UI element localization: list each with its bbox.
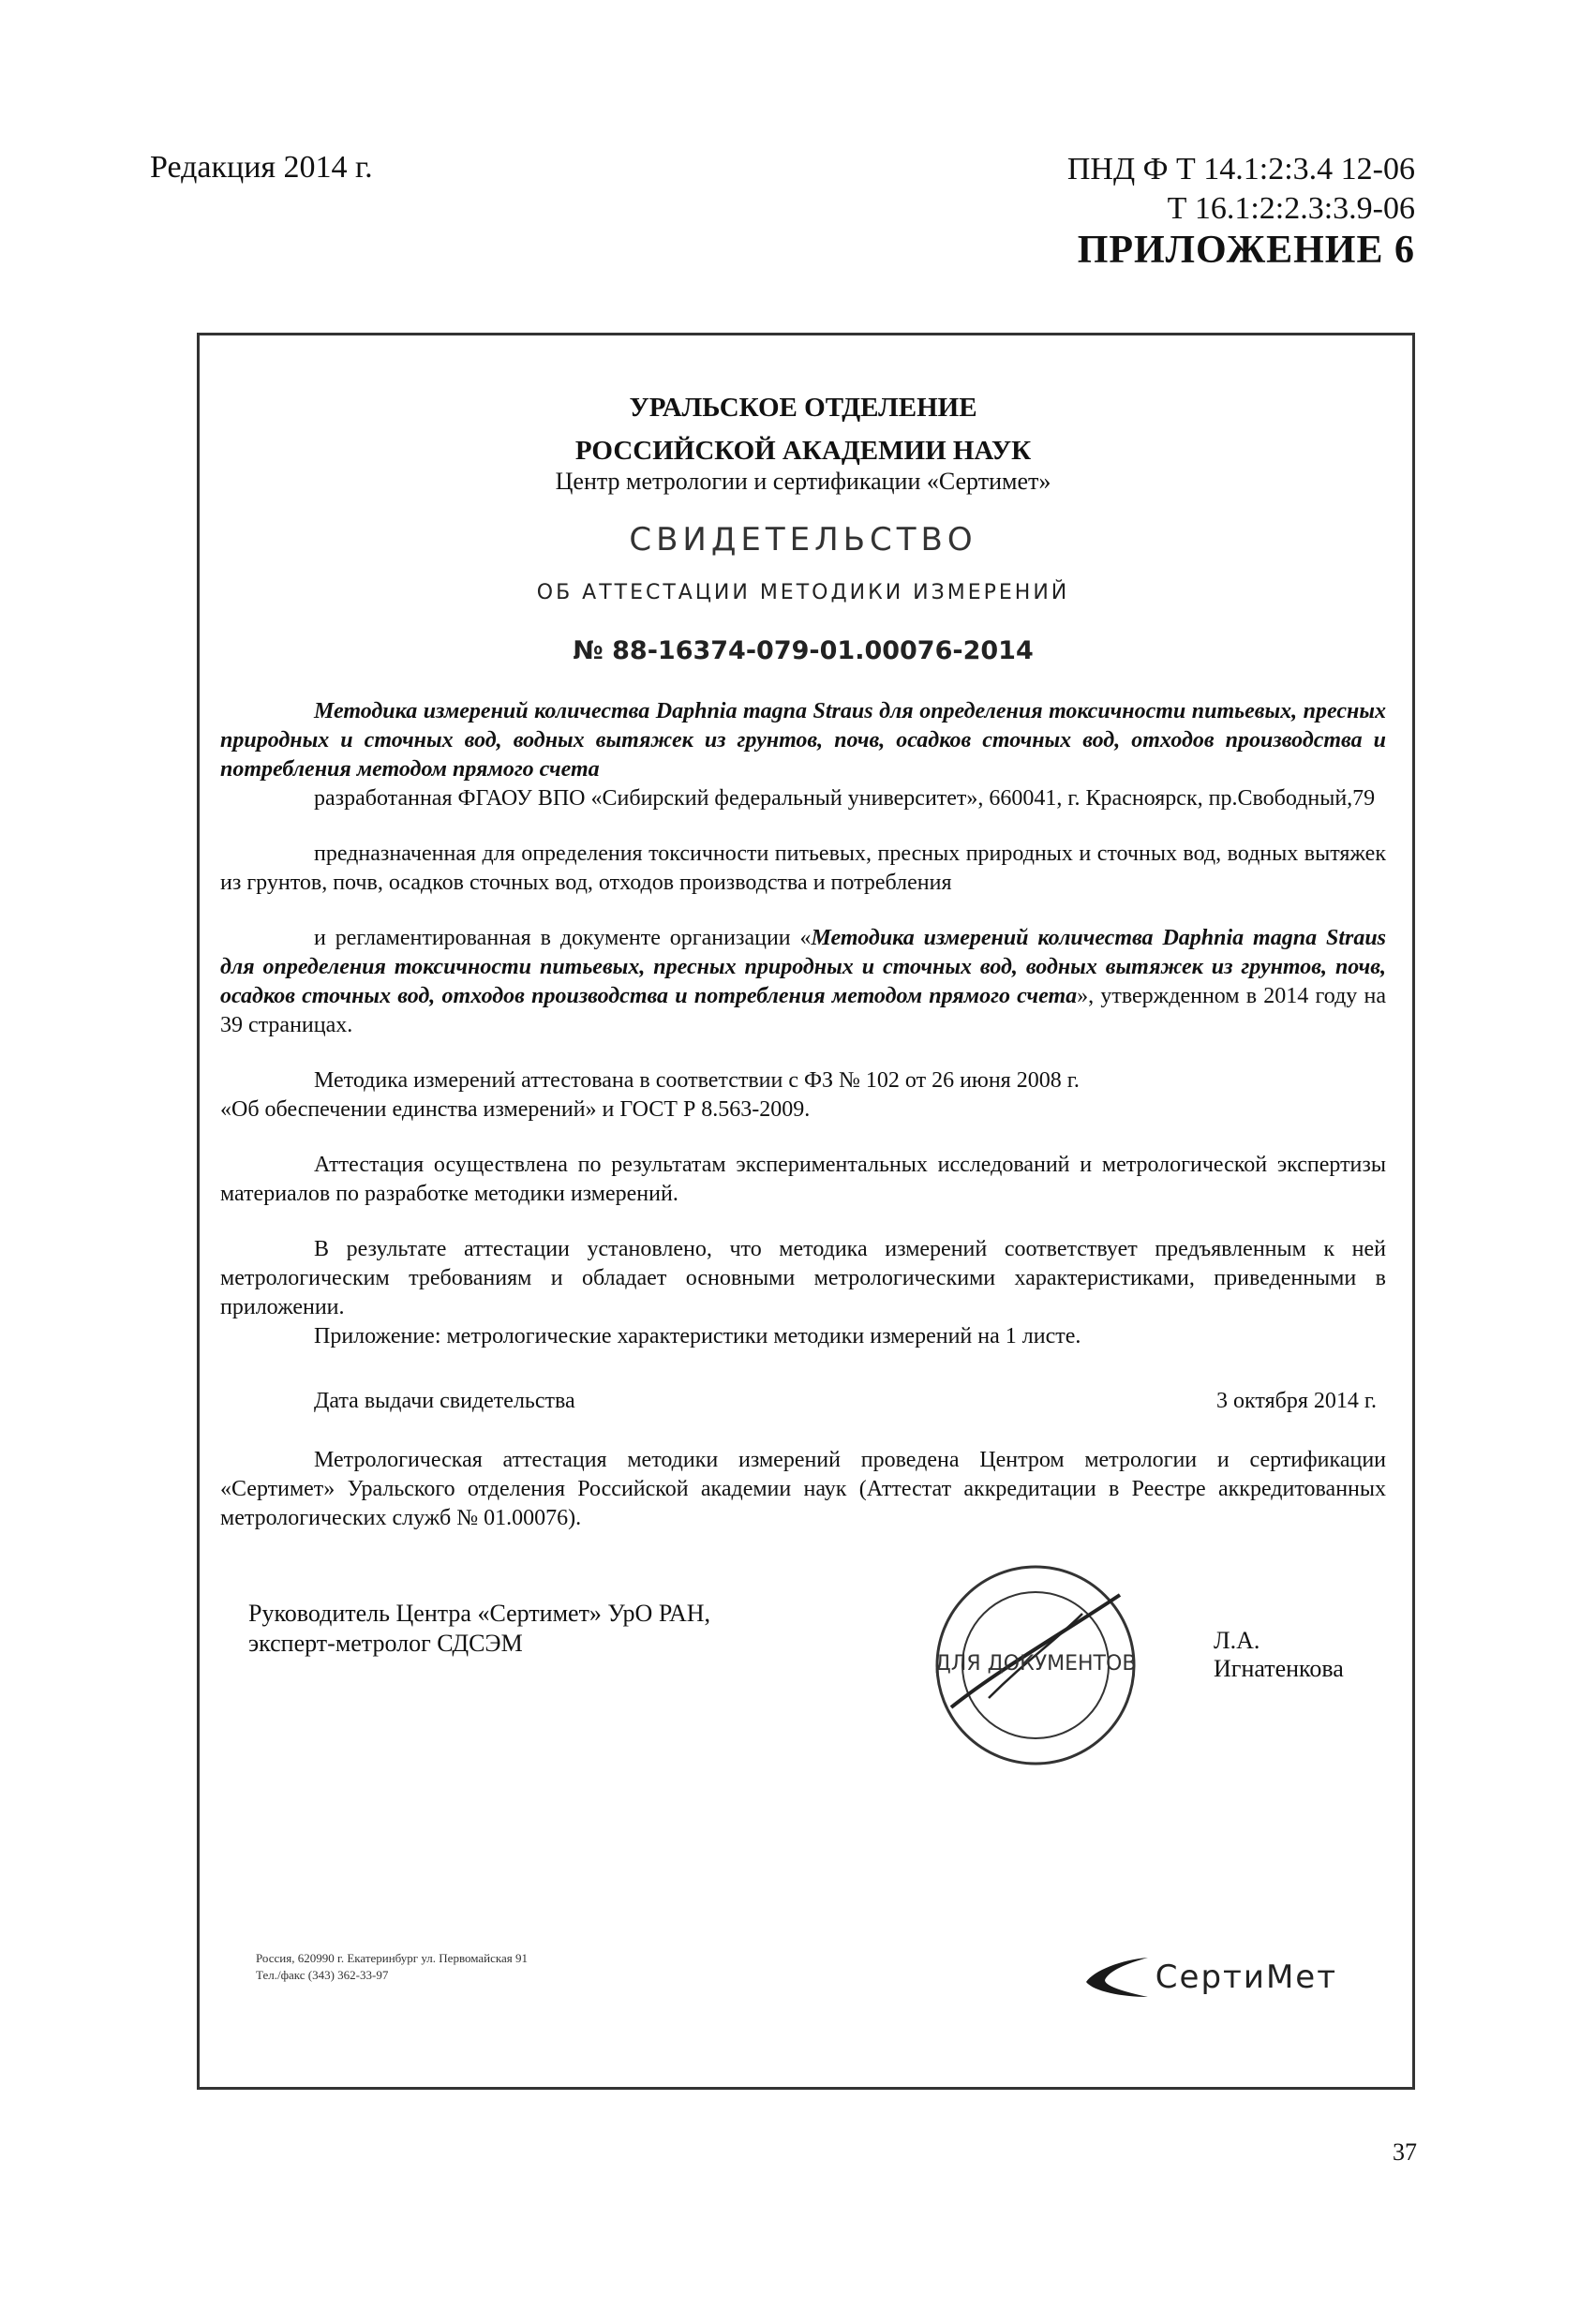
certificate-number: № 88-16374-079-01.00076-2014	[573, 636, 1034, 665]
certified-line2: «Об обеспечении единства измерений» и ГОСТ Р 8.563-2009.	[220, 1097, 811, 1122]
logo-text: СертиМет	[1155, 1959, 1337, 1996]
document-header	[1067, 150, 1415, 270]
appendix-title: ПРИЛОЖЕНИЕ 6	[1077, 229, 1415, 272]
certificate-frame	[197, 333, 1415, 2090]
annex-note: Приложение: метрологические характеристики методики измерений на 1 листе.	[314, 1324, 1081, 1348]
sertimet-logo	[1084, 1954, 1337, 2001]
regulated-prefix: и регламентированная в документе организации «	[314, 926, 812, 950]
certificate-body	[220, 380, 1386, 2087]
footer-address	[256, 1950, 528, 1984]
signature-block	[220, 1557, 1386, 1745]
intended-for: предназначенная для определения токсичности питьевых, пресных природных и сточных вод, водных вытяжек из грунтов, почв, осадков сточных вод, отходов производства и потребления	[220, 842, 1386, 895]
footer-phone-line: Тел./факс (343) 362-33-97	[256, 1968, 389, 1982]
logo-swoosh-icon	[1084, 1954, 1150, 2001]
signer-title-line1: Руководитель Центра «Сертимет» УрО РАН,	[248, 1600, 711, 1627]
certificate-title: СВИДЕТЕЛЬСТВО	[629, 521, 977, 559]
org-line1: УРАЛЬСКОЕ ОТДЕЛЕНИЕ	[629, 393, 977, 423]
edition-label: Редакция 2014 г.	[150, 150, 373, 185]
method-title: Методика измерений количества Daphnia magna Straus для определения токсичности питьевых, пресных природных и сточных вод, водных вытяжек из грунтов, почв, осадков сточных вод, отходов производства и потребления методом прямого счета	[220, 699, 1386, 782]
regulated-paragraph	[220, 924, 1386, 1040]
org-center: Центр метрологии и сертификации «Сертимет»	[555, 468, 1051, 495]
certificate-subtitle: ОБ АТТЕСТАЦИИ МЕТОДИКИ ИЗМЕРЕНИЙ	[536, 581, 1070, 604]
signer-titles	[248, 1599, 710, 1659]
regulated-title: Методика измерений количества Daphnia magna Straus для определения токсичности питьевых, пресных природных и сточных вод, водных вытяжек из грунтов, почв, осадков сточных вод, отходов производства и потребления методом прямого счета	[220, 926, 1387, 1008]
issue-date-value: 3 октября 2014 г.	[1216, 1389, 1377, 1413]
org-line2: РОССИЙСКОЙ АКАДЕМИИ НАУК	[574, 436, 1032, 466]
regulated-suffix: », утвержденном в 2014 году на 39 страницах.	[220, 984, 1386, 1037]
attestation-paragraph: Аттестация осуществлена по результатам экспериментальных исследований и метрологической экспертизы материалов по разработке методики измерений.	[220, 1153, 1386, 1206]
doc-code-line1: ПНД Ф Т 14.1:2:3.4 12-06	[1066, 152, 1415, 186]
doc-code-line2: Т 16.1:2:2.3:3.9-06	[1167, 191, 1415, 226]
footer-address-line1: Россия, 620990 г. Екатеринбург ул. Первомайская 91	[256, 1951, 529, 1965]
signer-title-line2: эксперт-метролог СДСЭМ	[248, 1630, 523, 1657]
stamp-text: ДЛЯ ДОКУМЕНТОВ	[934, 1652, 1137, 1676]
round-stamp	[895, 1557, 1176, 1773]
page-number: 37	[1393, 2138, 1417, 2166]
developed-by: разработанная ФГАОУ ВПО «Сибирский федеральный университет», 660041, г. Красноярск, пр.Свободный,79	[314, 786, 1376, 811]
issue-date-label: Дата выдачи свидетельства	[314, 1389, 575, 1413]
result-paragraph: В результате аттестации установлено, что методика измерений соответствует предъявленным к ней метрологическим требованиям и обладает основными метрологическими характеристиками, приведенными в приложении.	[220, 1237, 1386, 1319]
signer-name: Л.А. Игнатенкова	[1214, 1627, 1344, 1682]
conducted-paragraph: Метрологическая аттестация методики измерений проведена Центром метрологии и сертификации «Сертимет» Уральского отделения Российской академии наук (Аттестат аккредитации в Реестре аккредитованных метрологических служб № 01.00076).	[220, 1448, 1386, 1530]
certified-line1: Методика измерений аттестована в соответствии с ФЗ № 102 от 26 июня 2008 г.	[314, 1068, 1080, 1093]
issue-date-row	[220, 1389, 1386, 1414]
